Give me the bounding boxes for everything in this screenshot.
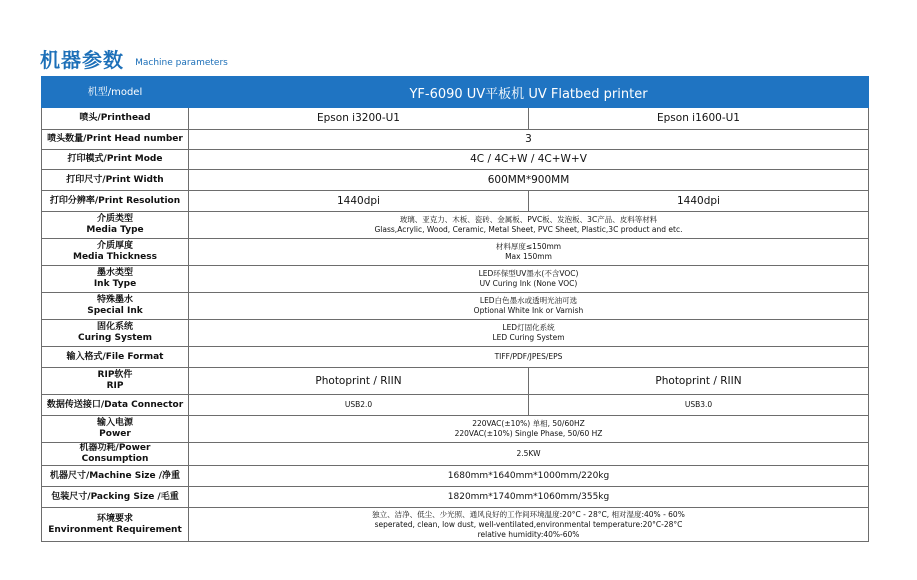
row-value-left: Epson i3200-U1 xyxy=(189,108,529,130)
row-value: 1820mm*1740mm*1060mm/355kg xyxy=(189,487,869,508)
row-value: 1680mm*1640mm*1000mm/220kg xyxy=(189,466,869,487)
row-label xyxy=(42,293,189,320)
row-value xyxy=(189,320,869,347)
table-row-power-consumption xyxy=(42,443,869,466)
row-label-en: Power xyxy=(99,429,131,439)
table-row-data-connector xyxy=(42,395,869,416)
row-value-line: LED Curing System xyxy=(492,333,565,342)
row-value-line: 材料厚度≤150mm xyxy=(495,242,562,251)
row-label: 机器尺寸/Machine Size /净重 xyxy=(42,466,189,487)
row-value xyxy=(189,266,869,293)
table-row-print-mode xyxy=(42,150,869,170)
row-label-cn: 特殊墨水 xyxy=(96,295,133,305)
row-label-en: Environment Requirement xyxy=(48,524,182,535)
table-row-printhead xyxy=(42,108,869,130)
row-label xyxy=(42,416,189,443)
row-label-cn: 墨水类型 xyxy=(96,268,133,278)
row-label: 打印尺寸/Print Width xyxy=(42,170,189,191)
row-value-line: 独立、洁净、低尘、少光照、通风良好的工作间环境温度:20°C - 28°C, 相对湿度:40% - 60% xyxy=(372,509,685,519)
row-label: 机器功耗/Power Consumption xyxy=(42,443,189,466)
row-value-line: UV Curing Ink (None VOC) xyxy=(479,279,578,288)
row-value-line: Optional White Ink or Varnish xyxy=(473,306,584,315)
row-label xyxy=(42,212,189,239)
row-label-cn: RIP软件 xyxy=(97,370,133,380)
row-value xyxy=(189,212,869,239)
row-label-en: Media Thickness xyxy=(73,252,157,262)
table-row-rip xyxy=(42,368,869,395)
row-label: 喷头数量/Print Head number xyxy=(42,130,189,150)
spec-table xyxy=(41,76,869,542)
row-value-line: LED环保型UV墨水(不含VOC) xyxy=(478,269,579,278)
table-row-resolution xyxy=(42,191,869,212)
row-label-cn: 介质厚度 xyxy=(96,241,133,251)
table-row-environment xyxy=(42,508,869,542)
row-label: 输入格式/File Format xyxy=(42,347,189,368)
row-label: 打印分辨率/Print Resolution xyxy=(42,191,189,212)
row-value-line: LED灯固化系统 xyxy=(502,323,555,332)
title-en: Machine parameters xyxy=(135,58,228,68)
row-label-en: Special Ink xyxy=(87,306,143,316)
row-value-line: LED白色墨水或透明光油可选 xyxy=(479,296,578,305)
row-value: 3 xyxy=(189,130,869,150)
row-label: 数据传送接口/Data Connector xyxy=(42,395,189,416)
row-label: 包装尺寸/Packing Size /毛重 xyxy=(42,487,189,508)
row-value: TIFF/PDF/JPES/EPS xyxy=(189,347,869,368)
row-value-left: 1440dpi xyxy=(189,191,529,212)
row-label xyxy=(42,368,189,395)
row-value-line: Glass,Acrylic, Wood, Ceramic, Metal Sheet, PVC Sheet, Plastic,3C product and etc. xyxy=(374,225,683,234)
row-label-en: Curing System xyxy=(77,333,152,343)
row-label-en: RIP xyxy=(106,381,124,391)
row-label: 打印模式/Print Mode xyxy=(42,150,189,170)
row-value-right: USB3.0 xyxy=(529,395,869,416)
table-row-media-thickness xyxy=(42,239,869,266)
row-label-en: Media Type xyxy=(86,225,144,235)
row-label xyxy=(42,266,189,293)
row-label: 喷头/Printhead xyxy=(42,108,189,130)
row-label xyxy=(42,508,189,542)
row-label xyxy=(42,320,189,347)
row-value-right: 1440dpi xyxy=(529,191,869,212)
header-label: 机型/model xyxy=(42,77,189,108)
table-row-file-format xyxy=(42,347,869,368)
row-value-line: Max 150mm xyxy=(505,252,552,261)
row-value: 4C / 4C+W / 4C+W+V xyxy=(189,150,869,170)
row-value-line: 玻璃、亚克力、木板、瓷砖、金属板、PVC板、发泡板、3C产品、皮料等材料 xyxy=(399,215,658,224)
table-header-row xyxy=(42,77,869,108)
table-row-packing-size xyxy=(42,487,869,508)
table-row-media-type xyxy=(42,212,869,239)
table-row-power xyxy=(42,416,869,443)
row-value-left: Photoprint / RIIN xyxy=(189,368,529,395)
row-value: 2.5KW xyxy=(189,443,869,466)
row-value xyxy=(189,508,869,542)
table-row-special-ink xyxy=(42,293,869,320)
table-row-head-number xyxy=(42,130,869,150)
row-value xyxy=(189,416,869,443)
row-value xyxy=(189,293,869,320)
row-value-line: 220VAC(±10%) 单相, 50/60HZ xyxy=(472,419,585,428)
row-value xyxy=(189,239,869,266)
row-label-cn: 介质类型 xyxy=(96,214,133,224)
row-value-left: USB2.0 xyxy=(189,395,529,416)
row-label-cn: 固化系统 xyxy=(96,322,133,332)
row-value-line: 220VAC(±10%) Single Phase, 50/60 HZ xyxy=(454,429,603,438)
row-label-cn: 环境要求 xyxy=(96,513,133,524)
row-value-line: seperated, clean, low dust, well-ventilated,environmental temperature:20°C-28°C xyxy=(374,519,683,529)
table-row-print-width xyxy=(42,170,869,191)
header-model: YF-6090 UV平板机 UV Flatbed printer xyxy=(189,77,869,108)
row-label xyxy=(42,239,189,266)
page-title xyxy=(40,44,228,70)
table-row-machine-size xyxy=(42,466,869,487)
row-value-right: Epson i1600-U1 xyxy=(529,108,869,130)
row-value-right: Photoprint / RIIN xyxy=(529,368,869,395)
row-value: 600MM*900MM xyxy=(189,170,869,191)
row-value-line: relative humidity:40%-60% xyxy=(477,529,580,539)
row-label-en: Ink Type xyxy=(93,279,137,289)
table-row-ink-type xyxy=(42,266,869,293)
table-row-curing-system xyxy=(42,320,869,347)
row-label-cn: 输入电源 xyxy=(96,418,133,428)
title-cn: 机器参数 xyxy=(40,48,124,72)
